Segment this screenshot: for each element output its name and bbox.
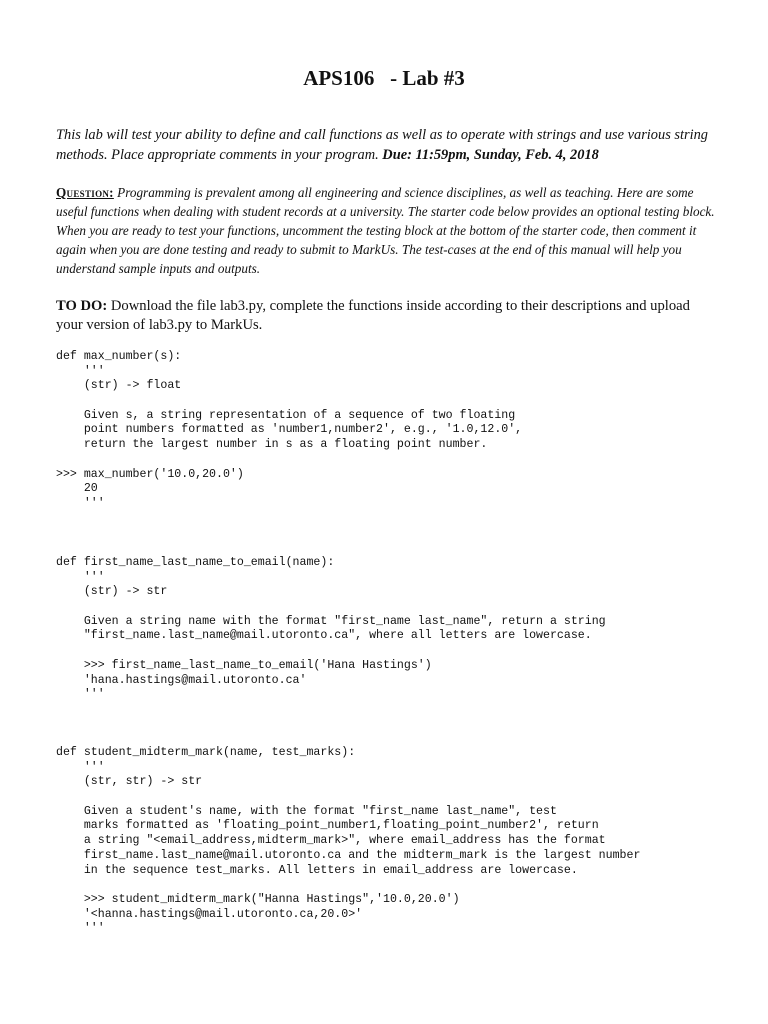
code-line (56, 453, 736, 468)
code-line: a string "<email_address,midterm_mark>", where email_address has the format (56, 834, 606, 848)
code-line (56, 600, 736, 615)
code-line: ''' (56, 922, 105, 936)
code-block-email (56, 556, 736, 703)
code-line: ''' (56, 364, 105, 378)
code-line: Given a string name with the format "first_name last_name", return a string (56, 614, 606, 628)
todo-label: TO DO: (56, 298, 108, 314)
todo-text: Download the file lab3.py, complete the functions inside according to their descriptions and upload your version of lab3.py to MarkUs. (56, 298, 690, 333)
code-line (56, 790, 736, 805)
code-line: >>> student_midterm_mark("Hanna Hastings",'10.0,20.0') (56, 892, 460, 906)
code-line: return the largest number in s as a floating point number. (56, 438, 488, 452)
code-line: def max_number(s): (56, 350, 182, 363)
code-line (56, 878, 736, 893)
due-date: Due: 11:59pm, Sunday, Feb. 4, 2018 (382, 147, 599, 163)
code-line: 'hana.hastings@mail.utoronto.ca' (56, 673, 307, 687)
code-line: marks formatted as 'floating_point_number1,floating_point_number2', return (56, 819, 599, 833)
todo-paragraph (56, 297, 716, 335)
code-line: ''' (56, 570, 105, 584)
code-line: >>> first_name_last_name_to_email('Hana Hastings') (56, 658, 432, 672)
code-line: (str) -> float (56, 379, 182, 393)
intro-paragraph (56, 125, 716, 165)
code-line: def first_name_last_name_to_email(name): (56, 556, 335, 569)
code-line: '<hanna.hastings@mail.utoronto.ca,20.0>' (56, 907, 363, 921)
code-line (56, 394, 736, 409)
code-line: ''' (56, 496, 105, 510)
page-title: APS106 - Lab #3 (303, 66, 465, 90)
code-line: >>> max_number('10.0,20.0') (56, 467, 244, 481)
code-line: def student_midterm_mark(name, test_marks): (56, 746, 356, 759)
code-line: ''' (56, 688, 105, 702)
question-paragraph (56, 183, 716, 278)
code-line: (str, str) -> str (56, 775, 203, 789)
question-text: Programming is prevalent among all engineering and science disciplines, as well as teaching. Here are some useful functions when dealing with student records at a university. The starter code below provides an optional testing block. When you are ready to test your functions, uncomment the testing block at the bottom of the starter code, then comment it again when you are done testing and ready to submit to MarkUs. The test-cases at the end of this manual will help you understand sample inputs and outputs. (56, 185, 715, 276)
code-line: in the sequence test_marks. All letters in email_address are lowercase. (56, 863, 578, 877)
code-line: first_name.last_name@mail.utoronto.ca and the midterm_mark is the largest number (56, 848, 641, 862)
code-line: 20 (56, 482, 98, 496)
code-line: ''' (56, 760, 105, 774)
code-line: (str) -> str (56, 585, 168, 599)
question-label: Question: (56, 185, 114, 200)
intro-text: This lab will test your ability to define and call functions as well as to operate with strings and use various string methods. Place appropriate comments in your program. (56, 127, 708, 163)
code-line: Given s, a string representation of a sequence of two floating (56, 408, 516, 422)
code-block-midterm-mark (56, 746, 736, 937)
code-block-max-number (56, 350, 736, 512)
code-line: "first_name.last_name@mail.utoronto.ca", where all letters are lowercase. (56, 629, 592, 643)
code-line: Given a student's name, with the format "first_name last_name", test (56, 804, 557, 818)
code-line (56, 644, 736, 659)
code-line: point numbers formatted as 'number1,number2', e.g., '1.0,12.0', (56, 423, 523, 437)
